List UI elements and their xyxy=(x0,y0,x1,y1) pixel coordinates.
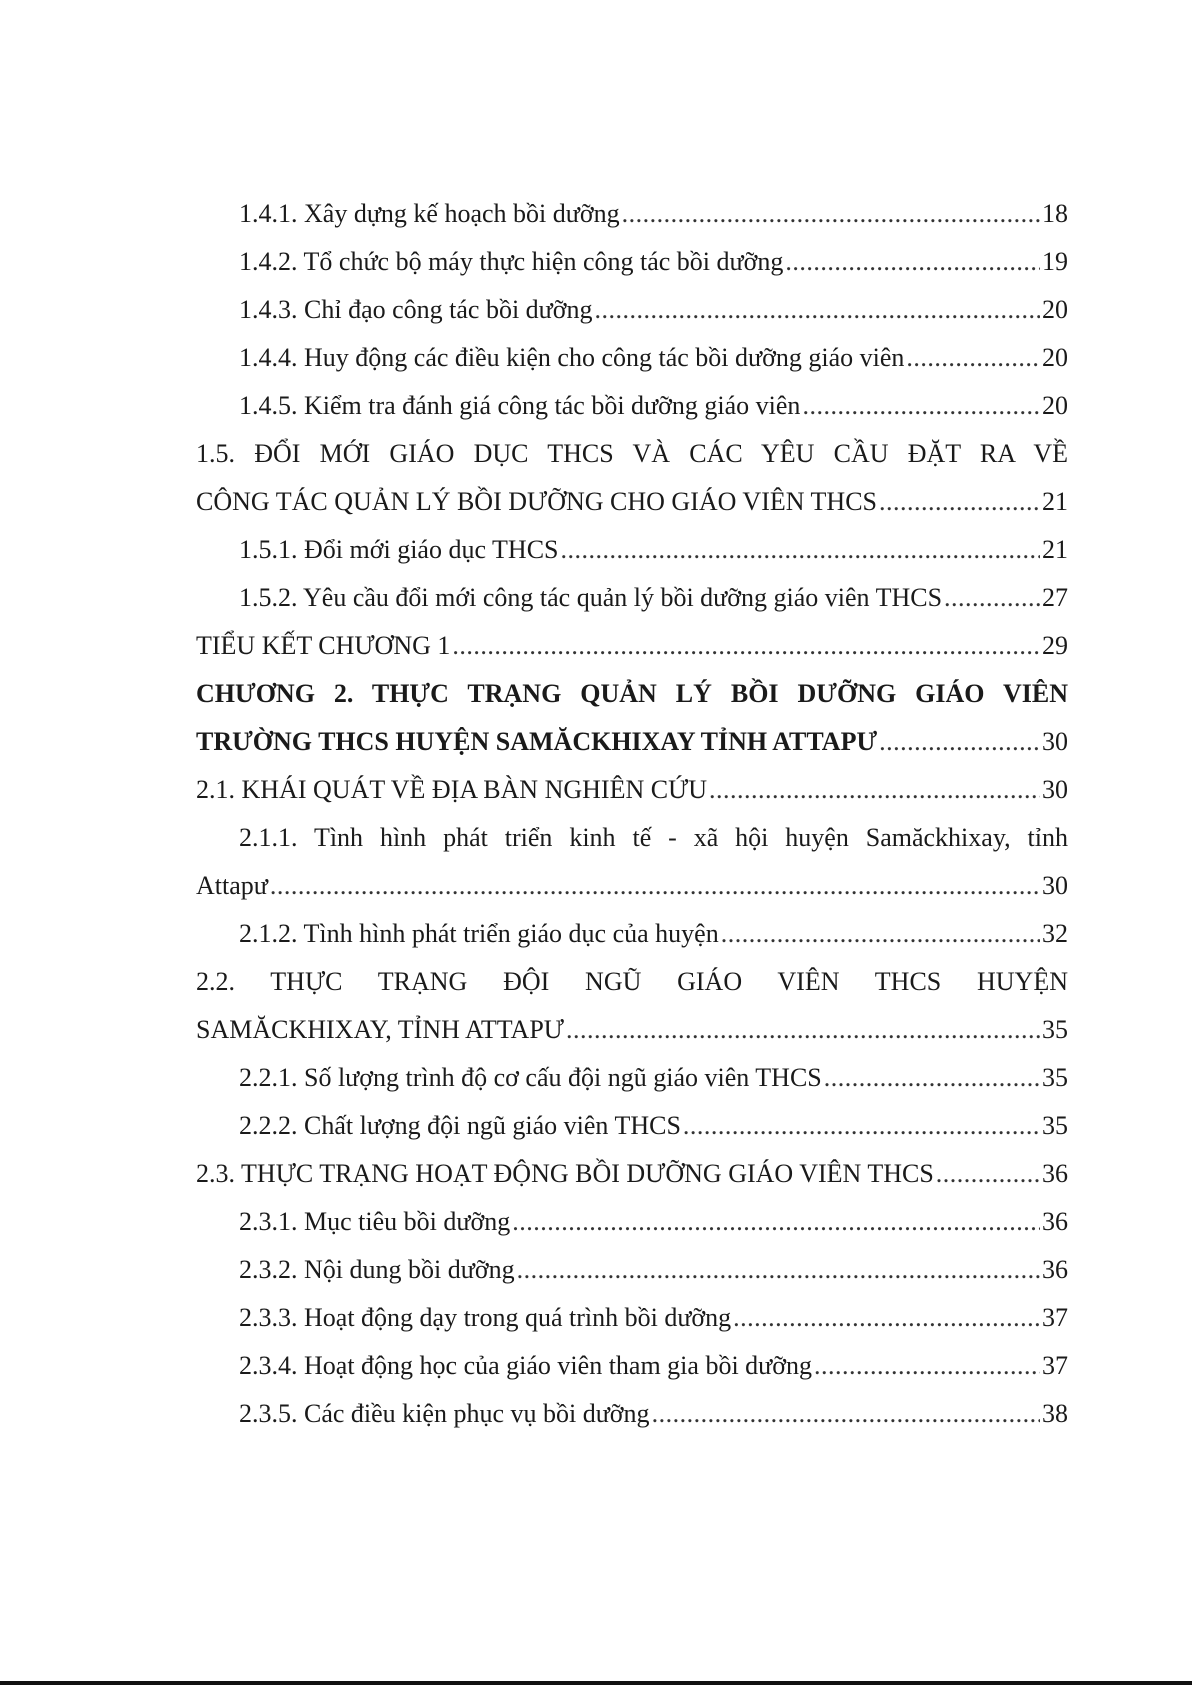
toc-leader-dots xyxy=(814,1342,1040,1390)
toc-leader-dots xyxy=(721,910,1040,958)
toc-entry xyxy=(196,478,1068,526)
toc-page-number: 29 xyxy=(1042,631,1068,660)
toc-entry xyxy=(196,1342,1068,1390)
toc-leader-dots xyxy=(802,382,1040,430)
toc-page-number: 36 xyxy=(1042,1159,1068,1188)
toc-entry-title: TIỂU KẾT CHƯƠNG 1 xyxy=(196,631,451,660)
toc-entry xyxy=(196,1102,1068,1150)
toc-entry-title: 2.3. THỰC TRẠNG HOẠT ĐỘNG BỒI DƯỠNG GIÁO VIÊN THCS xyxy=(196,1159,934,1188)
toc-page-number: 32 xyxy=(1042,919,1068,948)
toc-page-number: 38 xyxy=(1042,1399,1068,1428)
toc-leader-dots xyxy=(270,862,1040,910)
toc-entry-title: 1.4.2. Tổ chức bộ máy thực hiện công tác bồi dưỡng xyxy=(239,247,784,276)
toc-entry xyxy=(196,238,1068,286)
toc-page-number: 19 xyxy=(1042,247,1068,276)
toc-entry xyxy=(196,1246,1068,1294)
toc-leader-dots xyxy=(452,622,1040,670)
toc-entry-title: 1.4.3. Chỉ đạo công tác bồi dưỡng xyxy=(239,295,593,324)
toc-leader-dots xyxy=(652,1390,1040,1438)
toc-entry-title: 2.2.1. Số lượng trình độ cơ cấu đội ngũ giáo viên THCS xyxy=(239,1063,822,1092)
toc-entry xyxy=(196,1150,1068,1198)
toc-entry xyxy=(196,910,1068,958)
toc-page-number: 20 xyxy=(1042,391,1068,420)
toc-entry xyxy=(196,382,1068,430)
toc-entry-title: 1.5. ĐỔI MỚI GIÁO DỤC THCS VÀ CÁC YÊU CẦU ĐẶT RA VỀ xyxy=(196,439,1068,468)
toc-page-number: 20 xyxy=(1042,295,1068,324)
toc-entry-title: Attapư xyxy=(196,871,268,900)
toc-page-number: 30 xyxy=(1042,727,1068,756)
toc-page-number: 36 xyxy=(1042,1207,1068,1236)
toc-entry xyxy=(196,286,1068,334)
toc-entry-title: SAMĂCKHIXAY, TỈNH ATTAPƯ xyxy=(196,1015,564,1044)
toc-page-number: 20 xyxy=(1042,343,1068,372)
toc-entry-wrapped-line xyxy=(196,958,1068,1006)
toc-leader-dots xyxy=(683,1102,1040,1150)
toc-entry xyxy=(196,622,1068,670)
toc-entry xyxy=(196,334,1068,382)
toc-leader-dots xyxy=(906,334,1040,382)
toc-entry-wrapped-line xyxy=(196,814,1068,862)
toc-entry-title: 2.1.2. Tình hình phát triển giáo dục của huyện xyxy=(239,919,719,948)
toc-entry-title: 1.5.2. Yêu cầu đổi mới công tác quản lý bồi dưỡng giáo viên THCS xyxy=(239,583,943,612)
toc-page-number: 21 xyxy=(1042,535,1068,564)
toc-leader-dots xyxy=(936,1150,1040,1198)
toc-page-number: 30 xyxy=(1042,871,1068,900)
toc-entry-title: 2.2. THỰC TRẠNG ĐỘI NGŨ GIÁO VIÊN THCS HUYỆN xyxy=(196,967,1068,996)
toc-entry-title: 1.5.1. Đổi mới giáo dục THCS xyxy=(239,535,559,564)
toc-entry-title: 2.1.1. Tình hình phát triển kinh tế - xã hội huyện Samăckhixay, tỉnh xyxy=(239,823,1068,852)
toc-leader-dots xyxy=(595,286,1040,334)
toc-page-number: 30 xyxy=(1042,775,1068,804)
toc-entry xyxy=(196,862,1068,910)
toc-entry xyxy=(196,766,1068,814)
toc-leader-dots xyxy=(785,238,1040,286)
toc-page-number: 35 xyxy=(1042,1111,1068,1140)
toc-entry-title: 2.3.3. Hoạt động dạy trong quá trình bồi dưỡng xyxy=(239,1303,732,1332)
toc-page-number: 27 xyxy=(1042,583,1068,612)
toc-entry-title: 1.4.4. Huy động các điều kiện cho công tác bồi dưỡng giáo viên xyxy=(239,343,905,372)
toc-chapter-heading xyxy=(196,718,1068,766)
toc-leader-dots xyxy=(561,526,1041,574)
toc-leader-dots xyxy=(622,190,1040,238)
toc-entry xyxy=(196,1054,1068,1102)
toc-entry-title: 2.3.2. Nội dung bồi dưỡng xyxy=(239,1255,515,1284)
toc-page-number: 18 xyxy=(1042,199,1068,228)
toc-page-number: 21 xyxy=(1042,487,1068,516)
toc-entry-title: 2.1. KHÁI QUÁT VỀ ĐỊA BÀN NGHIÊN CỨU xyxy=(196,775,708,804)
toc-page-number: 37 xyxy=(1042,1351,1068,1380)
toc-leader-dots xyxy=(944,574,1040,622)
toc-page-number: 35 xyxy=(1042,1063,1068,1092)
toc-entry-title: 1.4.5. Kiểm tra đánh giá công tác bồi dưỡng giáo viên xyxy=(239,391,801,420)
toc-entry xyxy=(196,190,1068,238)
toc-leader-dots xyxy=(824,1054,1040,1102)
toc-leader-dots xyxy=(733,1294,1040,1342)
toc-entry xyxy=(196,1006,1068,1054)
toc-chapter-heading-line xyxy=(196,670,1068,718)
toc-entry-title: TRƯỜNG THCS HUYỆN SAMĂCKHIXAY TỈNH ATTAPƯ xyxy=(196,727,878,756)
toc-leader-dots xyxy=(709,766,1040,814)
toc-leader-dots xyxy=(879,718,1040,766)
toc-leader-dots xyxy=(879,478,1040,526)
toc-entry-title: 2.3.5. Các điều kiện phục vụ bồi dưỡng xyxy=(239,1399,650,1428)
table-of-contents xyxy=(196,190,1068,1438)
toc-leader-dots xyxy=(566,1006,1040,1054)
toc-entry xyxy=(196,526,1068,574)
toc-entry xyxy=(196,1294,1068,1342)
toc-page-number: 35 xyxy=(1042,1015,1068,1044)
toc-entry-title: 1.4.1. Xây dựng kế hoạch bồi dưỡng xyxy=(239,199,620,228)
toc-leader-dots xyxy=(517,1246,1040,1294)
toc-entry xyxy=(196,1390,1068,1438)
toc-entry xyxy=(196,574,1068,622)
page-bottom-edge xyxy=(0,1681,1192,1685)
toc-entry-title: 2.3.4. Hoạt động học của giáo viên tham gia bồi dưỡng xyxy=(239,1351,813,1380)
toc-page-number: 36 xyxy=(1042,1255,1068,1284)
toc-leader-dots xyxy=(512,1198,1040,1246)
toc-entry-title: 2.2.2. Chất lượng đội ngũ giáo viên THCS xyxy=(239,1111,681,1140)
toc-entry-title: CHƯƠNG 2. THỰC TRẠNG QUẢN LÝ BỒI DƯỠNG GIÁO VIÊN xyxy=(196,679,1068,708)
toc-entry xyxy=(196,1198,1068,1246)
toc-entry-wrapped-line xyxy=(196,430,1068,478)
toc-entry-title: 2.3.1. Mục tiêu bồi dưỡng xyxy=(239,1207,511,1236)
toc-page-number: 37 xyxy=(1042,1303,1068,1332)
toc-entry-title: CÔNG TÁC QUẢN LÝ BỒI DƯỠNG CHO GIÁO VIÊN THCS xyxy=(196,487,878,516)
